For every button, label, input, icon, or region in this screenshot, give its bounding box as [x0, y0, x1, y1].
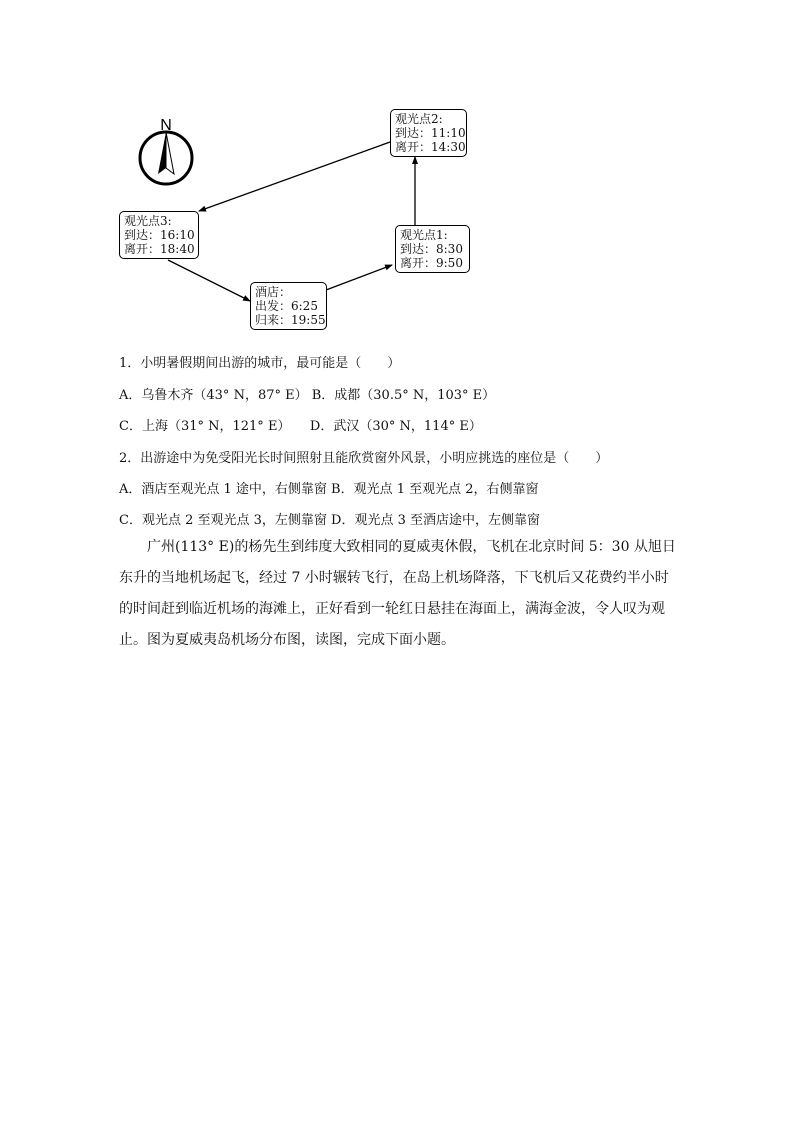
question-2-options-cd: C．观光点 2 至观光点 3，左侧靠窗 D．观光点 3 至酒店途中，左侧靠窗 [119, 513, 540, 528]
node-spot1-arrive: 到达：8:30 [400, 242, 463, 256]
node-spot2-arrive: 到达：11:10 [395, 126, 466, 140]
question-2-stem: 2．出游途中为免受阳光长时间照射且能欣赏窗外风景，小明应挑选的座位是（ ） [119, 451, 609, 466]
node-spot3-leave: 离开：18:40 [124, 242, 195, 256]
node-spot3 [119, 211, 199, 259]
node-spot2-leave: 离开：14:30 [395, 140, 466, 154]
node-spot1-title: 观光点1: [400, 228, 448, 242]
question-1-stem: 1．小明暑假期间出游的城市，最可能是（ ） [119, 356, 401, 371]
compass-north-label: N [160, 117, 172, 134]
node-hotel-depart: 出发：6:25 [255, 299, 318, 313]
node-hotel-return: 归来：19:55 [255, 313, 326, 327]
question-1-options-ab: A．乌鲁木齐（43° N，87° E） B．成都（30.5° N，103° E） [119, 388, 496, 403]
node-spot1-leave: 离开：9:50 [400, 256, 463, 270]
route-diagram [0, 0, 794, 340]
node-spot2-title: 观光点2: [395, 112, 443, 126]
node-spot3-arrive: 到达：16:10 [124, 228, 195, 242]
arrow-spot3-to-hotel [168, 260, 250, 301]
node-spot2 [390, 109, 467, 157]
arrow-hotel-to-spot1 [326, 265, 392, 290]
node-spot3-title: 观光点3: [124, 214, 172, 228]
node-hotel-title: 酒店： [255, 285, 292, 299]
passage-paragraph [119, 532, 679, 656]
passage-text: 广州(113° E)的杨先生到纬度大致相同的夏威夷休假，飞机在北京时间 5：30 从旭日东升的当地机场起飞，经过 7 小时辗转飞行，在岛上机场降落，下飞机后又花费约半小时的时间赶到临近机场的海滩上，正好看到一轮红日悬挂在海面上，满海金波，令人叹为观止。图为夏威夷岛机场分布图，读图，完成下面小题。 [119, 539, 676, 648]
node-hotel [250, 282, 327, 330]
compass-icon [140, 117, 192, 184]
question-1-options-cd: C．上海（31° N，121° E） D．武汉（30° N，114° E） [119, 419, 482, 434]
question-2-options-ab: A．酒店至观光点 1 途中，右侧靠窗 B．观光点 1 至观光点 2，右侧靠窗 [119, 482, 539, 497]
node-spot1 [395, 225, 470, 273]
arrow-spot2-to-spot3 [199, 142, 390, 211]
